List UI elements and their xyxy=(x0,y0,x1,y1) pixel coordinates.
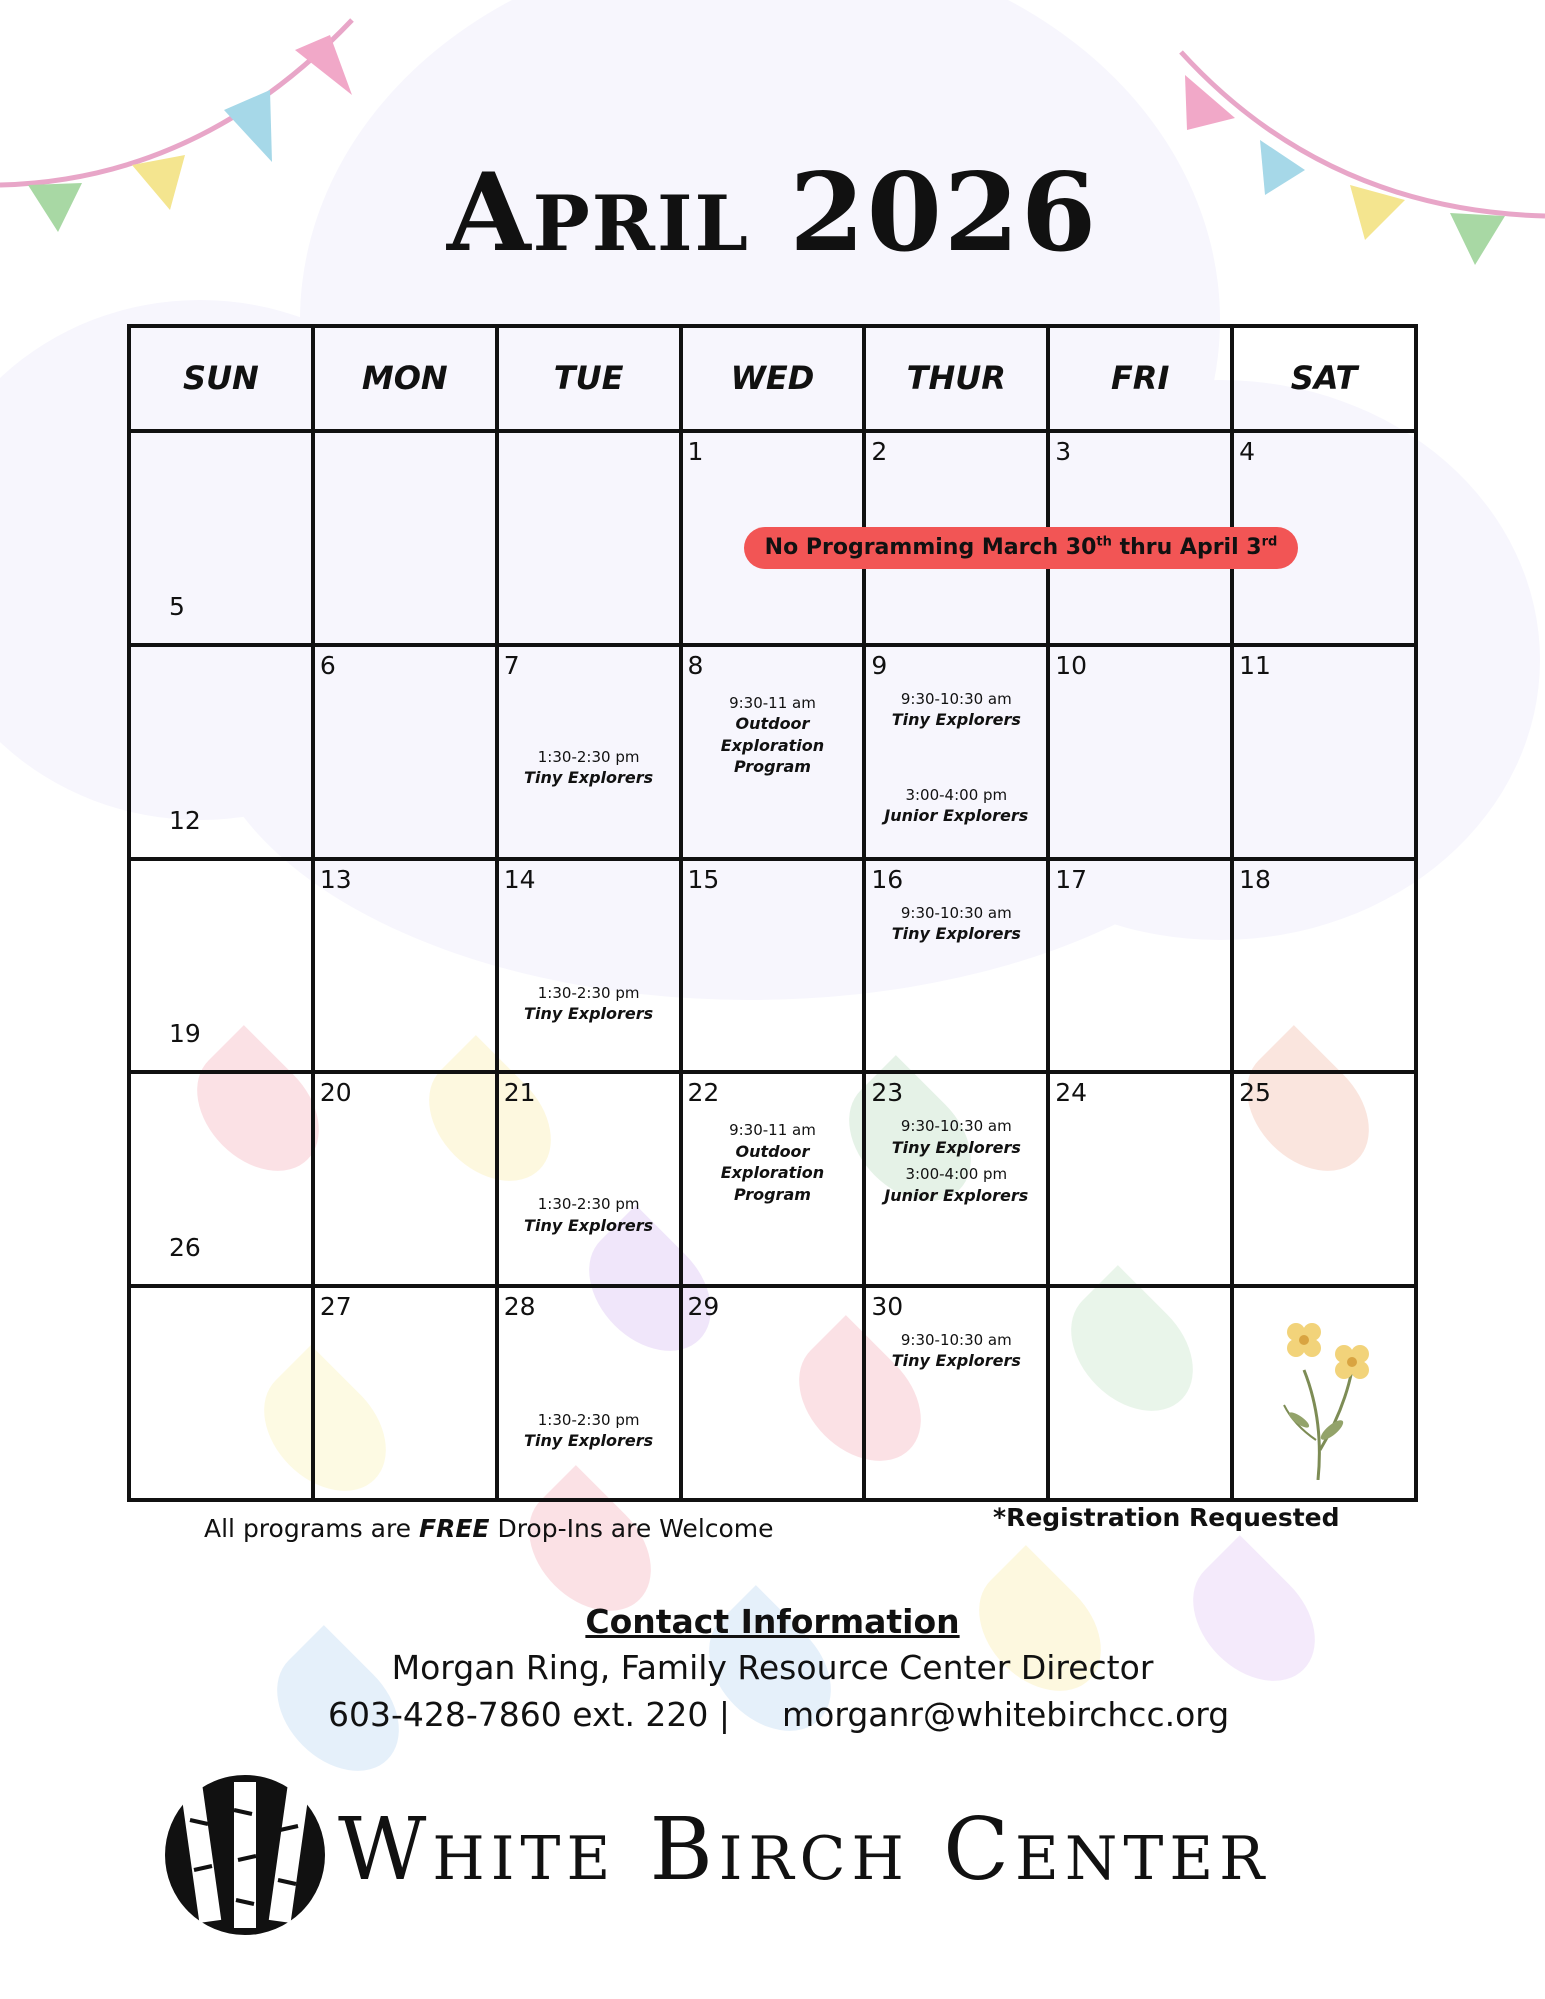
weekday-sat: SAT xyxy=(1232,326,1416,431)
event-time: 1:30-2:30 pm xyxy=(537,747,640,766)
day-number: 10 xyxy=(1055,650,1088,680)
event-tiny-explorers xyxy=(866,1330,1046,1372)
day-number: 24 xyxy=(1055,1078,1088,1108)
day-number: 1 xyxy=(687,436,704,466)
event-outdoor-exploration xyxy=(683,1120,863,1205)
day-number: 4 xyxy=(1239,436,1255,466)
banner-text: thru April 3 xyxy=(1111,535,1262,560)
day-cell xyxy=(1048,859,1232,1073)
day-cell xyxy=(313,1072,497,1286)
day-number: 28 xyxy=(503,1292,536,1322)
day-number: 29 xyxy=(687,1292,720,1322)
day-number: 19 xyxy=(169,1019,201,1049)
free-dropin-note xyxy=(204,1514,774,1543)
event-tiny-explorers xyxy=(499,1194,679,1236)
white-birch-logo-icon xyxy=(160,1770,330,1940)
day-number: 6 xyxy=(319,650,336,680)
day-number: 18 xyxy=(1239,864,1271,894)
event-name: Tiny Explorers xyxy=(524,1215,654,1235)
event-name: Outdoor Exploration xyxy=(720,1141,825,1183)
day-cell xyxy=(1232,1072,1416,1286)
contact-director: Morgan Ring, Family Resource Center Director xyxy=(391,1648,1154,1687)
day-cell xyxy=(129,431,313,645)
event-time: 9:30-10:30 am xyxy=(900,689,1012,708)
event-tiny-explorers xyxy=(866,903,1046,945)
day-number: 11 xyxy=(1239,650,1271,680)
event-tiny-explorers xyxy=(866,1116,1046,1158)
event-tiny-explorers xyxy=(499,747,679,789)
day-number: 8 xyxy=(687,650,704,680)
weekday-wed: WED xyxy=(681,326,865,431)
day-cell xyxy=(497,1072,681,1286)
event-junior-explorers xyxy=(866,785,1046,827)
day-cell xyxy=(497,1286,681,1500)
day-cell xyxy=(129,1072,313,1286)
event-name: Tiny Explorers xyxy=(891,1137,1021,1157)
event-name: Tiny Explorers xyxy=(524,1431,654,1451)
day-cell xyxy=(1048,1072,1232,1286)
day-cell xyxy=(681,1072,865,1286)
contact-email[interactable]: morganr@whitebirchcc.org xyxy=(782,1695,1230,1734)
day-number: 2 xyxy=(871,436,888,466)
day-cell xyxy=(1232,645,1416,859)
day-cell xyxy=(864,1286,1048,1500)
day-number: 27 xyxy=(319,1292,352,1322)
page-title: April 2026 xyxy=(446,150,1099,276)
day-number: 14 xyxy=(503,864,536,894)
day-cell xyxy=(1232,859,1416,1073)
event-name: Program xyxy=(733,1184,811,1204)
event-outdoor-exploration xyxy=(683,693,863,778)
day-number: 5 xyxy=(169,591,185,621)
day-number: 30 xyxy=(871,1292,904,1322)
event-time: 1:30-2:30 pm xyxy=(537,1411,640,1430)
day-cell xyxy=(864,645,1048,859)
day-number: 3 xyxy=(1055,436,1072,466)
event-junior-explorers xyxy=(866,1164,1046,1206)
day-cell xyxy=(1048,1286,1232,1500)
day-number: 21 xyxy=(503,1078,536,1108)
day-number: 12 xyxy=(169,805,201,835)
day-cell xyxy=(129,645,313,859)
day-number: 7 xyxy=(503,650,520,680)
day-cell xyxy=(1048,645,1232,859)
day-cell xyxy=(681,645,865,859)
event-time: 9:30-10:30 am xyxy=(900,1331,1012,1350)
banner-text: No Programming March 30 xyxy=(764,535,1097,560)
day-cell xyxy=(681,859,865,1073)
day-cell xyxy=(864,1072,1048,1286)
day-cell xyxy=(313,645,497,859)
event-time: 9:30-11 am xyxy=(729,1121,816,1140)
event-time: 1:30-2:30 pm xyxy=(537,983,640,1002)
note-free: FREE xyxy=(419,1514,490,1543)
banner-superscript: rd xyxy=(1261,534,1278,550)
day-number: 25 xyxy=(1239,1078,1271,1108)
day-cell xyxy=(129,859,313,1073)
event-name: Junior Explorers xyxy=(884,805,1029,825)
note-text: All programs are xyxy=(204,1514,420,1543)
registration-note: *Registration Requested xyxy=(993,1503,1340,1532)
event-name: Junior Explorers xyxy=(884,1185,1029,1205)
day-cell xyxy=(497,645,681,859)
event-tiny-explorers xyxy=(866,689,1046,731)
weekday-mon: MON xyxy=(313,326,497,431)
day-cell xyxy=(313,859,497,1073)
weekday-tue: TUE xyxy=(497,326,681,431)
day-number: 20 xyxy=(319,1078,352,1108)
event-name: Program xyxy=(733,757,811,777)
day-cell xyxy=(497,431,681,645)
day-number: 26 xyxy=(169,1233,201,1263)
calendar-week xyxy=(129,1072,1416,1286)
weekday-fri: FRI xyxy=(1048,326,1232,431)
event-name: Tiny Explorers xyxy=(524,1003,654,1023)
calendar-week xyxy=(129,1286,1416,1500)
day-cell xyxy=(313,1286,497,1500)
event-time: 1:30-2:30 pm xyxy=(537,1195,640,1214)
day-number: 13 xyxy=(319,864,352,894)
day-number: 17 xyxy=(1055,864,1088,894)
day-cell xyxy=(864,859,1048,1073)
day-cell xyxy=(497,859,681,1073)
day-number: 15 xyxy=(687,864,720,894)
event-name: Tiny Explorers xyxy=(891,1351,1021,1371)
calendar-week xyxy=(129,859,1416,1073)
organization-name: White Birch Center xyxy=(338,1800,1271,1900)
day-cell xyxy=(313,431,497,645)
day-cell xyxy=(129,1286,313,1500)
flower-illustration xyxy=(1274,1310,1394,1480)
weekday-header-row xyxy=(129,326,1416,431)
event-time: 3:00-4:00 pm xyxy=(905,785,1008,804)
calendar-grid xyxy=(127,324,1418,1502)
day-cell xyxy=(1232,1286,1416,1500)
event-tiny-explorers xyxy=(499,983,679,1025)
event-name: Tiny Explorers xyxy=(524,767,654,787)
calendar-week xyxy=(129,645,1416,859)
event-name: Outdoor Exploration xyxy=(720,713,825,755)
event-name: Tiny Explorers xyxy=(891,923,1021,943)
note-text: Drop-Ins are Welcome xyxy=(489,1514,774,1543)
day-cell xyxy=(681,1286,865,1500)
event-time: 9:30-10:30 am xyxy=(900,903,1012,922)
banner-superscript: th xyxy=(1096,534,1112,550)
day-number: 23 xyxy=(871,1078,904,1108)
weekday-thur: THUR xyxy=(864,326,1048,431)
event-time: 9:30-10:30 am xyxy=(900,1117,1012,1136)
day-number: 16 xyxy=(871,864,904,894)
contact-phone[interactable]: 603-428-7860 ext. 220 | xyxy=(328,1695,731,1734)
contact-heading: Contact Information xyxy=(585,1602,960,1641)
day-number: 9 xyxy=(871,650,888,680)
no-programming-banner xyxy=(744,527,1298,569)
weekday-sun: SUN xyxy=(129,326,313,431)
event-time: 9:30-11 am xyxy=(729,693,816,712)
day-number: 22 xyxy=(687,1078,720,1108)
event-time: 3:00-4:00 pm xyxy=(905,1165,1008,1184)
event-tiny-explorers xyxy=(499,1410,679,1452)
event-name: Tiny Explorers xyxy=(891,709,1021,729)
